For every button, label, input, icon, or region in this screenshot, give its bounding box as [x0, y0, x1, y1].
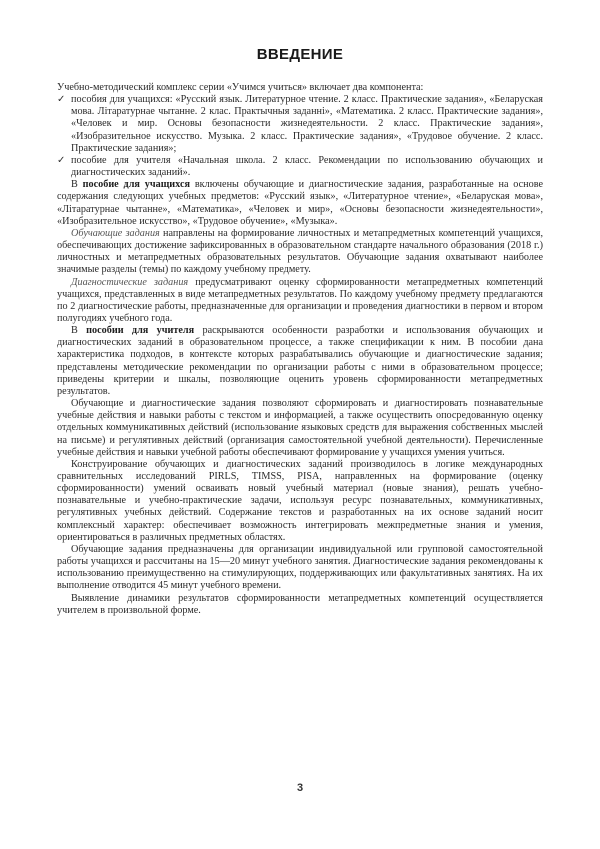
list-item: [57, 155, 543, 179]
body-text: [57, 82, 543, 617]
page-title: ВВЕДЕНИЕ: [256, 46, 344, 63]
paragraph: Конструирование обучающих и диагностических заданий производилось в логике международных сравнительных исследований PIRLS, TIMSS, PISA, направленных на формирование (оценку сформированности) умений осваивать новый учебный материал (новые знания), решать учебно-познавательные и учебно-практические задачи, используя ресурс познавательных, коммуникативных, регулятивных учебных действий. Содержание текстов и разработанных на их основе заданий носит комплексный характер: обеспечивает возможность интегрировать межпредметные знания и умения, ориентироваться в различных предметных областях.: [57, 458, 543, 543]
check-icon: ✓: [57, 154, 66, 166]
list-item-text: пособие для учителя «Начальная школа. 2 класс. Рекомендации по использованию обучающих и диагностических заданий».: [71, 154, 543, 179]
paragraph: Выявление динамики результатов сформированности метапредметных компетенций осуществляется учителем в произвольной форме.: [57, 592, 543, 616]
text-run: В: [71, 325, 87, 337]
italic-term: Обучающие задания: [71, 227, 160, 239]
bold-term: пособие для учащихся: [82, 179, 191, 191]
page-number: 3: [296, 782, 304, 794]
paragraph-diagnostic-tasks: [57, 277, 543, 326]
check-icon: ✓: [57, 94, 66, 106]
text-run: направлены на формирование личностных и метапредметных компетенций учащихся, обеспечивающих достижение зафиксированных в образовательном стандарте начального образования (2018 г.) личностных и метапредметных образовательных результатов. Обучающие задания охватывают наиболее значимые разделы (темы) по каждому учебному предмету.: [57, 227, 543, 276]
bold-term: пособии для учителя: [86, 325, 195, 337]
paragraph: Обучающие задания предназначены для организации индивидуальной или групповой самостоятельной работы учащихся и рассчитаны на 15—20 минут учебного занятия. Диагностические задания рекомендованы к использованию преимущественно на стимулирующих, поддерживающих или факультативных занятиях. На их выполнение отводится 45 минут учебного времени.: [57, 543, 543, 592]
paragraph: Обучающие и диагностические задания позволяют сформировать и диагностировать познавательные учебные действия и навыки работы с текстом и информацией, а также осуществить опосредованную оценку отдельных коммуникативных действий (использование языковых средств для выражения собственных мыслей на письме) и регулятивных действий (организация самостоятельной учебной деятельности). Перечисленные учебные действия и навыки учебной работы обеспечивают формирование у учащихся умения учиться.: [57, 398, 543, 458]
text-run: предусматривают оценку сформированности метапредметных компетенций учащихся, представленных в виде метапредметных результатов. По каждому учебному предмету предлагаются по 2 диагностические работы, предназначенные для организации и проведения диагностики в первом и втором полугодиях учебного года.: [57, 276, 543, 324]
text-run: раскрываются особенности разработки и использования обучающих и диагностических заданий в образовательном процессе, а также спецификации к ним. В пособии дана характеристика подходов, в контексте которых разрабатывались обучающие и диагностические задания; представлены методические рекомендации по организации работы с ними в образовательном процессе; приведены критерии и шкалы, позволяющие оценить уровень сформированности метапредметных результатов.: [57, 325, 544, 397]
paragraph-training-tasks: [57, 228, 543, 277]
intro-paragraph: Учебно-методический комплекс серии «Учимся учиться» включает два компонента:: [57, 82, 424, 93]
italic-term: Диагностические задания: [71, 276, 189, 288]
text-run: включены обучающие и диагностические задания, разработанные на основе содержания следующих учебных предметов: «Русский язык», «Литературное чтение», «Беларуская мова», «Літаратурнае чытанне», «Математика», «Человек и мир», «Основы безопасности жизнедеятельности», «Изобразительное искусство», «Трудовое обучение», «Музыка».: [57, 179, 543, 227]
paragraph-student-manual: [57, 179, 543, 228]
paragraph-teacher-manual: [57, 325, 543, 398]
text-run: В: [71, 179, 83, 191]
list-item: [57, 94, 543, 155]
list-item-text: пособия для учащихся: «Русский язык. Литературное чтение. 2 класс. Практические задания», «Беларуская мова. Літаратурнае чытанне. 2 клас. Практычныя заданні», «Математика. 2 класс. Практические задания», «Человек и мир. Основы безопасности жизнедеятельности. 2 класс. Практические задания», «Изобразительное искусство. Музыка. 2 класс. Практические задания», «Трудовое обучение. 2 класс. Практические задания»;: [71, 94, 543, 154]
